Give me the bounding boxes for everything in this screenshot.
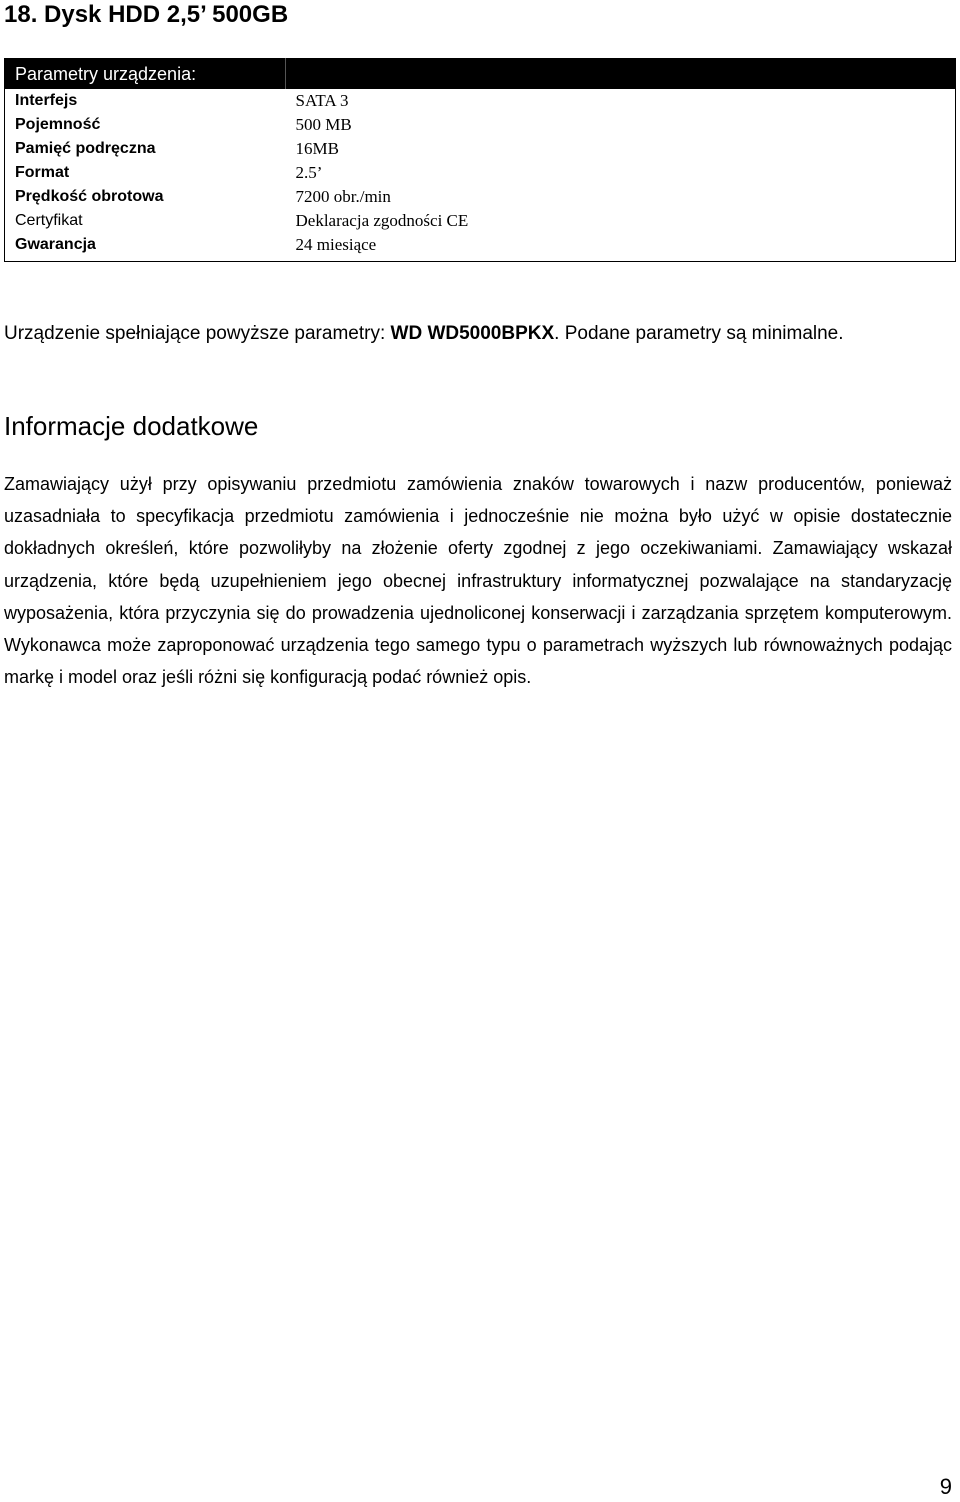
- compliance-prefix: Urządzenie spełniające powyższe parametry:: [4, 323, 391, 344]
- spec-value: SATA 3: [295, 91, 349, 110]
- spec-table-header-row: [5, 59, 956, 90]
- spec-table-header: Parametry urządzenia:: [5, 59, 286, 90]
- spec-table-header-empty: [286, 59, 956, 90]
- compliance-suffix: . Podane parametry są minimalne.: [554, 323, 844, 344]
- spec-value: 500 MB: [295, 115, 352, 134]
- table-row: [5, 185, 956, 209]
- page-title: 18. Dysk HDD 2,5’ 500GB: [4, 1, 289, 28]
- additional-info-paragraph: Zamawiający użył przy opisywaniu przedmiotu zamówienia znaków towarowych i nazw producentów, ponieważ uzasadniała to specyfikacja przedmiotu zamówienia i jednocześnie nie można było użyć w opisie dostatecznie dokładnych określeń, które pozwoliłyby na złożenie oferty zgodnej z jego oczekiwaniami. Zamawiający wskazał urządzenia, które będą uzupełnieniem jego obecnej infrastruktury informatycznej pozwalające na standaryzację wyposażenia, która przyczynia się do prowadzenia ujednoliconej konserwacji i zarządzania sprzętem komputerowym. Wykonawca może zaproponować urządzenia tego samego typu o parametrach wyższych lub równoważnych podając markę i model oraz jeśli różni się konfiguracją podać również opis.: [4, 474, 952, 688]
- spec-value: 2.5’: [295, 163, 323, 182]
- spec-label: Pamięć podręczna: [15, 140, 156, 157]
- spec-label: Interfejs: [15, 92, 78, 109]
- compliance-note: [4, 320, 844, 348]
- table-row: [5, 233, 956, 262]
- spec-label: Pojemność: [15, 116, 101, 133]
- table-row: [5, 209, 956, 233]
- table-row: [5, 137, 956, 161]
- page-number: 9: [939, 1474, 952, 1499]
- table-row: [5, 113, 956, 137]
- spec-value: 7200 obr./min: [295, 187, 391, 206]
- section-title: Informacje dodatkowe: [4, 411, 259, 441]
- spec-table: [4, 58, 956, 262]
- spec-label: Format: [15, 164, 70, 181]
- spec-label: Gwarancja: [15, 236, 96, 253]
- spec-value: 24 miesiące: [295, 235, 377, 254]
- table-row: [5, 89, 956, 113]
- table-row: [5, 161, 956, 185]
- spec-value: Deklaracja zgodności CE: [295, 211, 469, 230]
- spec-label: Prędkość obrotowa: [15, 188, 164, 205]
- compliance-model: WD WD5000BPKX: [390, 323, 555, 344]
- spec-label: Certyfikat: [15, 212, 83, 229]
- spec-value: 16MB: [295, 139, 339, 158]
